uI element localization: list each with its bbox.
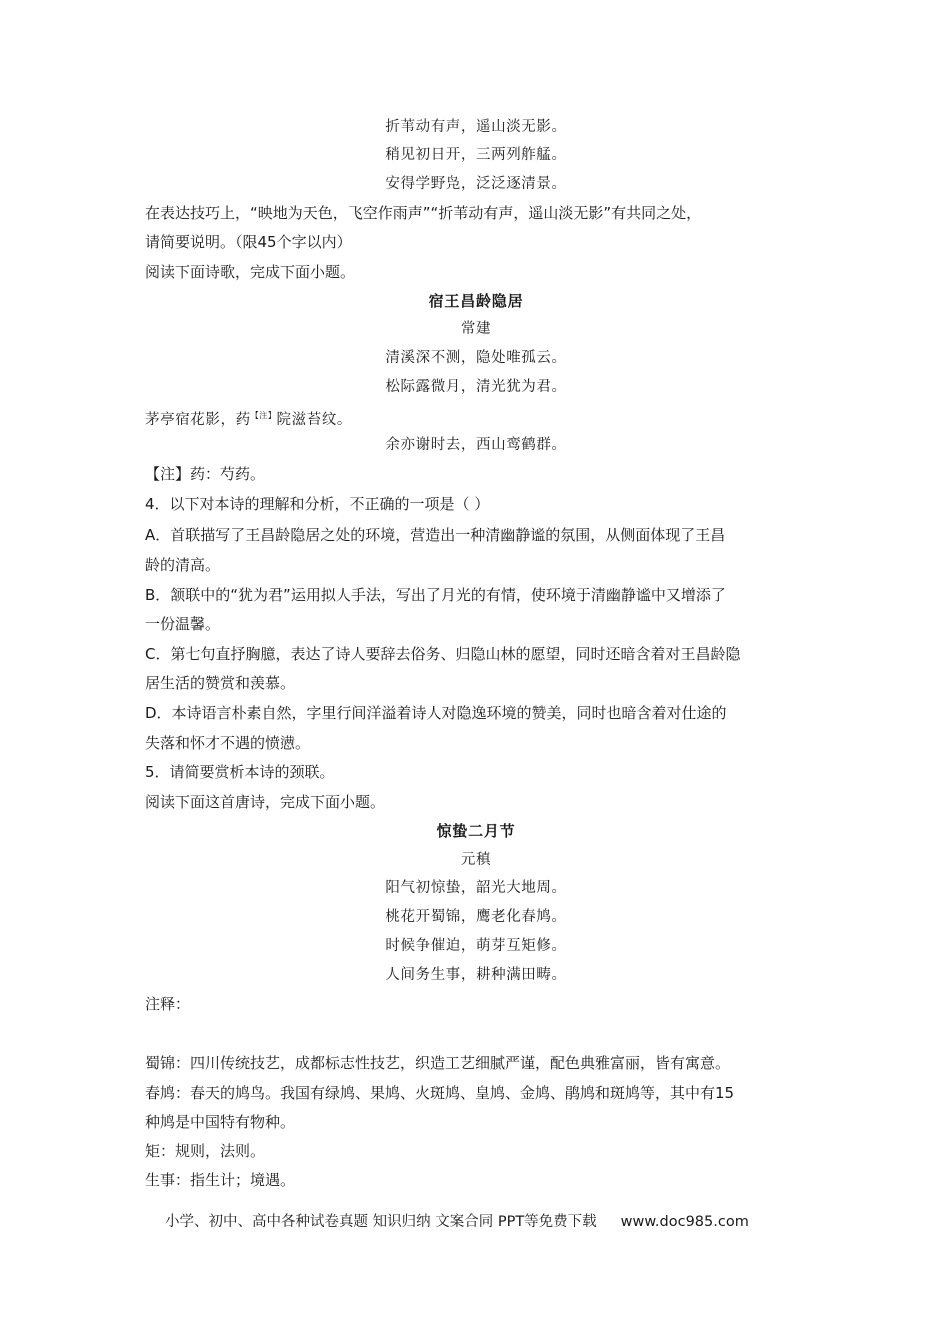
page-footer [165, 1212, 749, 1232]
option-d: 失落和怀才不遇的愤懑。 [145, 734, 311, 752]
question-text: 在表达技巧上，“映地为天色，飞空作雨声”“折苇动有声，遥山淡无影”有共同之处， [145, 204, 702, 222]
poem-line: 阳气初惊蛰，韶光大地周。 [385, 880, 567, 896]
poem-author: 常建 [460, 321, 492, 337]
option-b: 一份温馨。 [145, 615, 221, 633]
option-d: D．本诗语言朴素自然，字里行间洋溢着诗人对隐逸环境的赞美，同时也暗含着对仕途的 [145, 704, 727, 722]
poem-line-part: 院滋苔纹。 [276, 412, 353, 428]
poem-line: 安得学野凫，泛泛逐清景。 [385, 176, 567, 192]
annotation-marker: 【注】 [250, 411, 277, 420]
notes-label: 注释： [145, 995, 191, 1013]
footer-site-link[interactable]: www.doc985.com [620, 1214, 749, 1230]
option-b: B．颔联中的“犹为君”运用拟人手法，写出了月光的有情，使环境于清幽静谧中又增添了 [145, 586, 726, 604]
question-text: 请简要说明。（限45个字以内） [145, 233, 352, 251]
poem-title: 惊蛰二月节 [436, 822, 516, 840]
poem-line: 桃花开蜀锦，鹰老化春鸠。 [385, 909, 567, 925]
annotation-note: 蜀锦：四川传统技艺，成都标志性技艺，织造工艺细腻严谨，配色典雅富丽，皆有寓意。 [145, 1054, 731, 1072]
poem-line: 松际露微月，清光犹为君。 [385, 379, 567, 395]
poem-line: 余亦谢时去，西山鸾鹤群。 [385, 437, 567, 453]
poem-line: 时候争催迫，萌芽互矩修。 [385, 938, 567, 954]
poem-line-part: 茅亭宿花影，药 [145, 412, 251, 428]
option-a: 龄的清高。 [145, 556, 221, 574]
poem-line: 清溪深不测，隐处唯孤云。 [385, 350, 567, 366]
reading-instruction: 阅读下面诗歌，完成下面小题。 [145, 263, 356, 281]
poem-line: 折苇动有声，遥山淡无影。 [385, 119, 567, 135]
annotation-note: 【注】药：芍药。 [145, 465, 266, 483]
footer-text: 小学、初中、高中各种试卷真题 知识归纳 文案合同 PPT等免费下载 [165, 1214, 597, 1230]
poem-line: 稍见初日开，三两列舴艋。 [385, 147, 567, 163]
option-c: 居生活的赞赏和羡慕。 [145, 674, 296, 692]
poem-line: 人间务生事，耕种满田畴。 [385, 967, 567, 983]
annotation-note: 矩：规则，法则。 [145, 1142, 266, 1160]
poem-title: 宿王昌龄隐居 [428, 292, 524, 310]
annotation-note: 生事：指生计；境遇。 [145, 1171, 296, 1189]
option-c: C．第七句直抒胸臆，表达了诗人要辞去俗务、归隐山林的愿望，同时还暗含着对王昌龄隐 [145, 645, 741, 663]
poem-line [145, 406, 352, 430]
annotation-note: 春鸠：春天的鸠鸟。我国有绿鸠、果鸠、火斑鸠、皇鸠、金鸠、鹃鸠和斑鸠等，其中有15 [145, 1084, 735, 1102]
reading-instruction: 阅读下面这首唐诗，完成下面小题。 [145, 793, 386, 811]
poem-author: 元稹 [460, 852, 492, 868]
annotation-note: 种鸠是中国特有物种。 [145, 1113, 296, 1131]
question-stem: 4．以下对本诗的理解和分析，不正确的一项是（ ） [145, 495, 490, 513]
question-stem: 5．请简要赏析本诗的颈联。 [145, 763, 335, 781]
option-a: A．首联描写了王昌龄隐居之处的环境，营造出一种清幽静谧的氛围，从侧面体现了王昌 [145, 526, 726, 544]
